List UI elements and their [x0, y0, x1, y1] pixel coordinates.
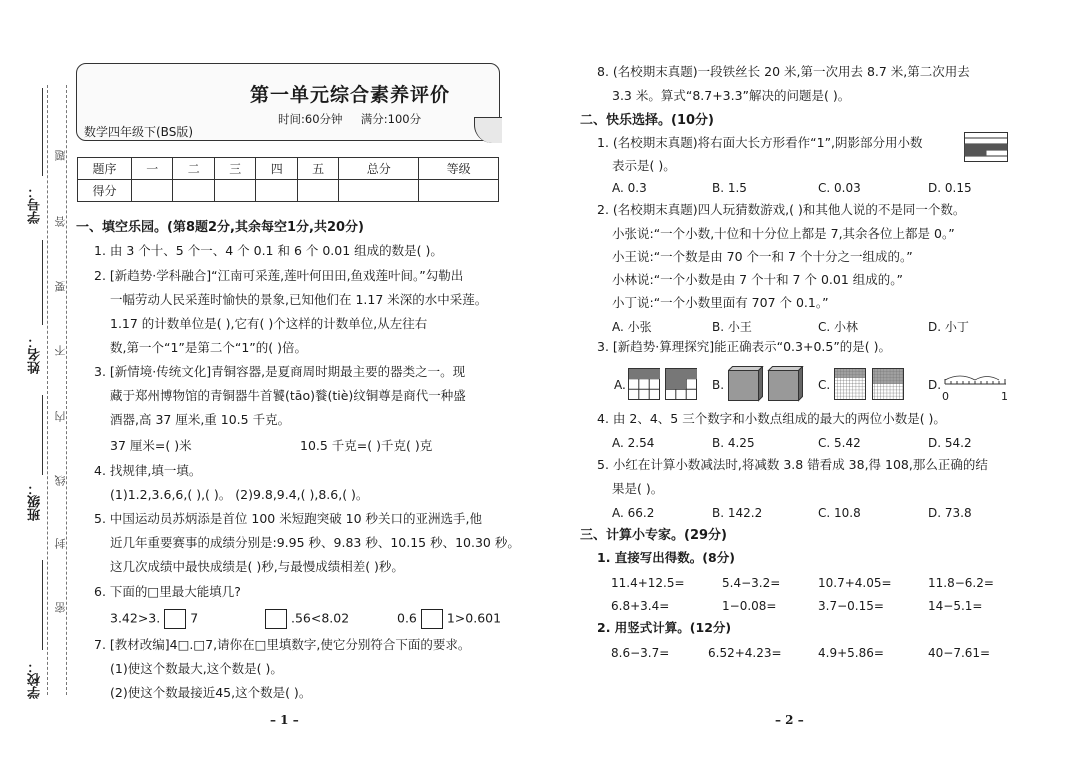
question-2-line1: 2. [新趋势·学科融合]“江南可采莲,莲叶何田田,鱼戏莲叶间。”勾勒出 [94, 268, 464, 283]
seal-char: 不 [54, 345, 67, 356]
score-cell: 二 [173, 158, 214, 180]
name-blank[interactable] [42, 240, 43, 325]
question-3-line2: 藏于郑州博物馆的青铜器牛首饕(tāo)餮(tiè)纹铜尊是商代一种盛 [110, 388, 466, 403]
seal-char: 内 [54, 411, 67, 422]
seal-char: 答 [54, 216, 67, 227]
score-input[interactable] [419, 180, 499, 202]
grade-label: 数学四年级下(BS版) [84, 125, 194, 139]
calc-item: 14−5.1= [928, 599, 983, 613]
cube-figure-b [728, 366, 812, 402]
calc-2-heading: 2. 用竖式计算。(12分) [597, 620, 732, 635]
question-6-a-left: 3.42>3. [110, 610, 161, 626]
question-3-line1: 3. [新情境·传统文化]青铜容器,是夏商周时期最主要的器类之一。现 [94, 364, 466, 379]
score-cell: 三 [214, 158, 255, 180]
choice-5-line1: 5. 小红在计算小数减法时,将减数 3.8 错看成 38,得 108,那么正确的结 [597, 457, 988, 472]
calc-item: 10.7+4.05= [818, 576, 892, 590]
name-label: 姓名： [28, 335, 43, 374]
choice-4: 4. 由 2、4、5 三个数字和小数点组成的最大的两位小数是( )。 [597, 411, 946, 426]
school-blank[interactable] [42, 560, 43, 650]
choice-1-option-a[interactable]: A. 0.3 [612, 181, 647, 195]
question-5-line3: 这几次成绩中最快成绩是( )秒,与最慢成绩相差( )秒。 [110, 559, 404, 574]
score-table-header-row [78, 158, 499, 180]
question-6-b-text: .56<8.02 [290, 610, 350, 626]
question-6-c-right: 1>0.601 [446, 610, 502, 626]
choice-1-option-c[interactable]: C. 0.03 [818, 181, 861, 195]
choice-5-option-c[interactable]: C. 10.8 [818, 506, 861, 520]
choice-3-option-c[interactable]: C. [818, 378, 831, 392]
exam-time: 时间:60分钟 [278, 112, 343, 126]
page-number-1: – 1 – [270, 713, 299, 727]
score-input[interactable] [297, 180, 338, 202]
question-4-blanks: (1)1.2,3.6,6,( ),( )。 (2)9.8,9.4,( ),8.6,( )。 [110, 487, 369, 502]
score-input[interactable] [173, 180, 214, 202]
page-number-2: – 2 – [775, 713, 804, 727]
seal-char: 密 [54, 602, 67, 613]
question-3-line3: 酒器,高 37 厘米,重 10.5 千克。 [110, 412, 291, 427]
question-6-a [110, 609, 198, 629]
question-3-blank-a: 37 厘米=( )米 [110, 438, 192, 453]
question-6-c-left: 0.6 [397, 610, 417, 626]
question-5-line1: 5. 中国运动员苏炳添是首位 100 米短跑突破 10 秒关口的亚洲选手,他 [94, 511, 483, 526]
choice-3-option-d[interactable]: D. [928, 378, 942, 392]
choice-1-line1: 1. (名校期末真题)将右面大长方形看作“1”,阴影部分用小数 [597, 135, 923, 150]
score-input[interactable] [339, 180, 419, 202]
choice-5-line2: 果是( )。 [612, 481, 664, 496]
choice-2-line3: 小王说:“一个数是由 70 个一和 7 个十分之一组成的。” [612, 249, 913, 264]
question-7-b: (2)使这个数最接近45,这个数是( )。 [110, 685, 312, 700]
question-7-a: (1)使这个数最大,这个数是( )。 [110, 661, 283, 676]
calc-item: 40−7.61= [928, 646, 991, 660]
choice-3-option-b[interactable]: B. [712, 378, 725, 392]
choice-4-option-d[interactable]: D. 54.2 [928, 436, 972, 450]
question-2-line4: 数,第一个“1”是第二个“1”的( )倍。 [110, 340, 308, 355]
seal-char: 线 [54, 475, 67, 486]
rectangle-figure [964, 132, 1008, 162]
question-2-line3: 1.17 的计数单位是( ),它有( )个这样的计数单位,从左往右 [110, 316, 428, 331]
score-input[interactable] [132, 180, 173, 202]
calc-item: 6.52+4.23= [708, 646, 782, 660]
choice-2-line1: 2. (名校期末真题)四人玩猜数游戏,( )和其他人说的不是同一个数。 [597, 202, 966, 217]
answer-box[interactable] [421, 609, 443, 629]
calc-1-heading: 1. 直接写出得数。(8分) [597, 550, 735, 565]
choice-2-option-d[interactable]: D. 小丁 [928, 320, 969, 334]
choice-2-line4: 小林说:“一个小数是由 7 个十和 7 个 0.01 组成的。” [612, 272, 903, 287]
choice-3: 3. [新趋势·算理探究]能正确表示“0.3+0.5”的是( )。 [597, 339, 892, 354]
class-label: 班级： [28, 482, 43, 521]
school-label: 学校： [28, 660, 43, 699]
section-2-heading: 二、快乐选择。(10分) [580, 113, 714, 128]
class-blank[interactable] [42, 395, 43, 475]
score-cell: 题序 [78, 158, 132, 180]
question-3-blank-b: 10.5 千克=( )千克( )克 [300, 438, 433, 453]
choice-1-option-d[interactable]: D. 0.15 [928, 181, 972, 195]
question-6-c [397, 609, 501, 629]
page-title: 第一单元综合素养评价 [250, 84, 451, 106]
exam-meta [278, 111, 421, 127]
question-6-a-right: 7 [190, 610, 199, 626]
choice-5-option-d[interactable]: D. 73.8 [928, 506, 972, 520]
choice-4-option-a[interactable]: A. 2.54 [612, 436, 655, 450]
calc-item: 5.4−3.2= [722, 576, 781, 590]
calc-item: 11.4+12.5= [611, 576, 685, 590]
question-6: 6. 下面的□里最大能填几? [94, 584, 241, 599]
exam-score: 满分:100分 [360, 112, 422, 126]
choice-4-option-c[interactable]: C. 5.42 [818, 436, 861, 450]
score-cell: 得分 [78, 180, 132, 202]
choice-4-option-b[interactable]: B. 4.25 [712, 436, 755, 450]
score-cell: 总分 [339, 158, 419, 180]
hundred-grid-figure-c [834, 368, 906, 400]
seal-char: 封 [54, 538, 67, 549]
choice-2-line2: 小张说:“一个小数,十位和十分位上都是 7,其余各位上都是 0。” [612, 226, 955, 241]
choice-2-option-b[interactable]: B. 小王 [712, 320, 752, 334]
section-3-heading: 三、计算小专家。(29分) [580, 528, 727, 543]
calc-item: 3.7−0.15= [818, 599, 884, 613]
id-label: 学号： [28, 185, 43, 224]
choice-1-line2: 表示是( )。 [612, 158, 676, 173]
seal-char: 要 [54, 281, 67, 292]
score-input[interactable] [214, 180, 255, 202]
calc-item: 6.8+3.4= [611, 599, 670, 613]
number-line-zero: 0 [942, 390, 949, 403]
score-cell: 五 [297, 158, 338, 180]
question-4: 4. 找规律,填一填。 [94, 463, 202, 478]
calc-item: 4.9+5.86= [818, 646, 884, 660]
score-cell: 一 [132, 158, 173, 180]
calc-item: 1−0.08= [722, 599, 777, 613]
choice-2-line5: 小丁说:“一个小数里面有 707 个 0.1。” [612, 295, 829, 310]
answer-box[interactable] [164, 609, 186, 629]
grid-figure-a [628, 368, 698, 400]
question-8-line1: 8. (名校期末真题)一段铁丝长 20 米,第一次用去 8.7 米,第二次用去 [597, 64, 970, 79]
choice-5-option-a[interactable]: A. 66.2 [612, 506, 655, 520]
choice-2-option-a[interactable]: A. 小张 [612, 320, 652, 334]
score-input[interactable] [256, 180, 297, 202]
calc-item: 8.6−3.7= [611, 646, 670, 660]
score-cell: 四 [256, 158, 297, 180]
choice-2-option-c[interactable]: C. 小林 [818, 320, 859, 334]
score-table-score-row [78, 180, 499, 202]
question-2-line2: 一幅劳动人民采莲时愉快的景象,已知他们在 1.17 米深的水中采莲。 [110, 292, 488, 307]
number-line-figure-d [942, 374, 1008, 390]
question-1: 1. 由 3 个十、5 个一、4 个 0.1 和 6 个 0.01 组成的数是( )。 [94, 243, 443, 258]
id-blank[interactable] [42, 88, 43, 176]
question-6-b [265, 609, 349, 629]
calc-item: 11.8−6.2= [928, 576, 994, 590]
choice-5-option-b[interactable]: B. 142.2 [712, 506, 763, 520]
question-7: 7. [教材改编]4□.□7,请你在□里填数字,使它分别符合下面的要求。 [94, 637, 471, 652]
question-8-line2: 3.3 米。算式“8.7+3.3”解决的问题是( )。 [612, 88, 851, 103]
answer-box[interactable] [265, 609, 287, 629]
score-table [77, 157, 499, 202]
number-line-one: 1 [1001, 390, 1008, 403]
score-cell: 等级 [419, 158, 499, 180]
section-1-heading: 一、填空乐园。(第8题2分,其余每空1分,共20分) [76, 220, 364, 235]
choice-1-option-b[interactable]: B. 1.5 [712, 181, 747, 195]
seal-char: 题 [54, 150, 67, 161]
binding-line [47, 85, 48, 695]
question-5-line2: 近几年重要赛事的成绩分别是:9.95 秒、9.83 秒、10.15 秒、10.30 秒。 [110, 535, 520, 550]
choice-3-option-a[interactable]: A. [614, 378, 626, 392]
